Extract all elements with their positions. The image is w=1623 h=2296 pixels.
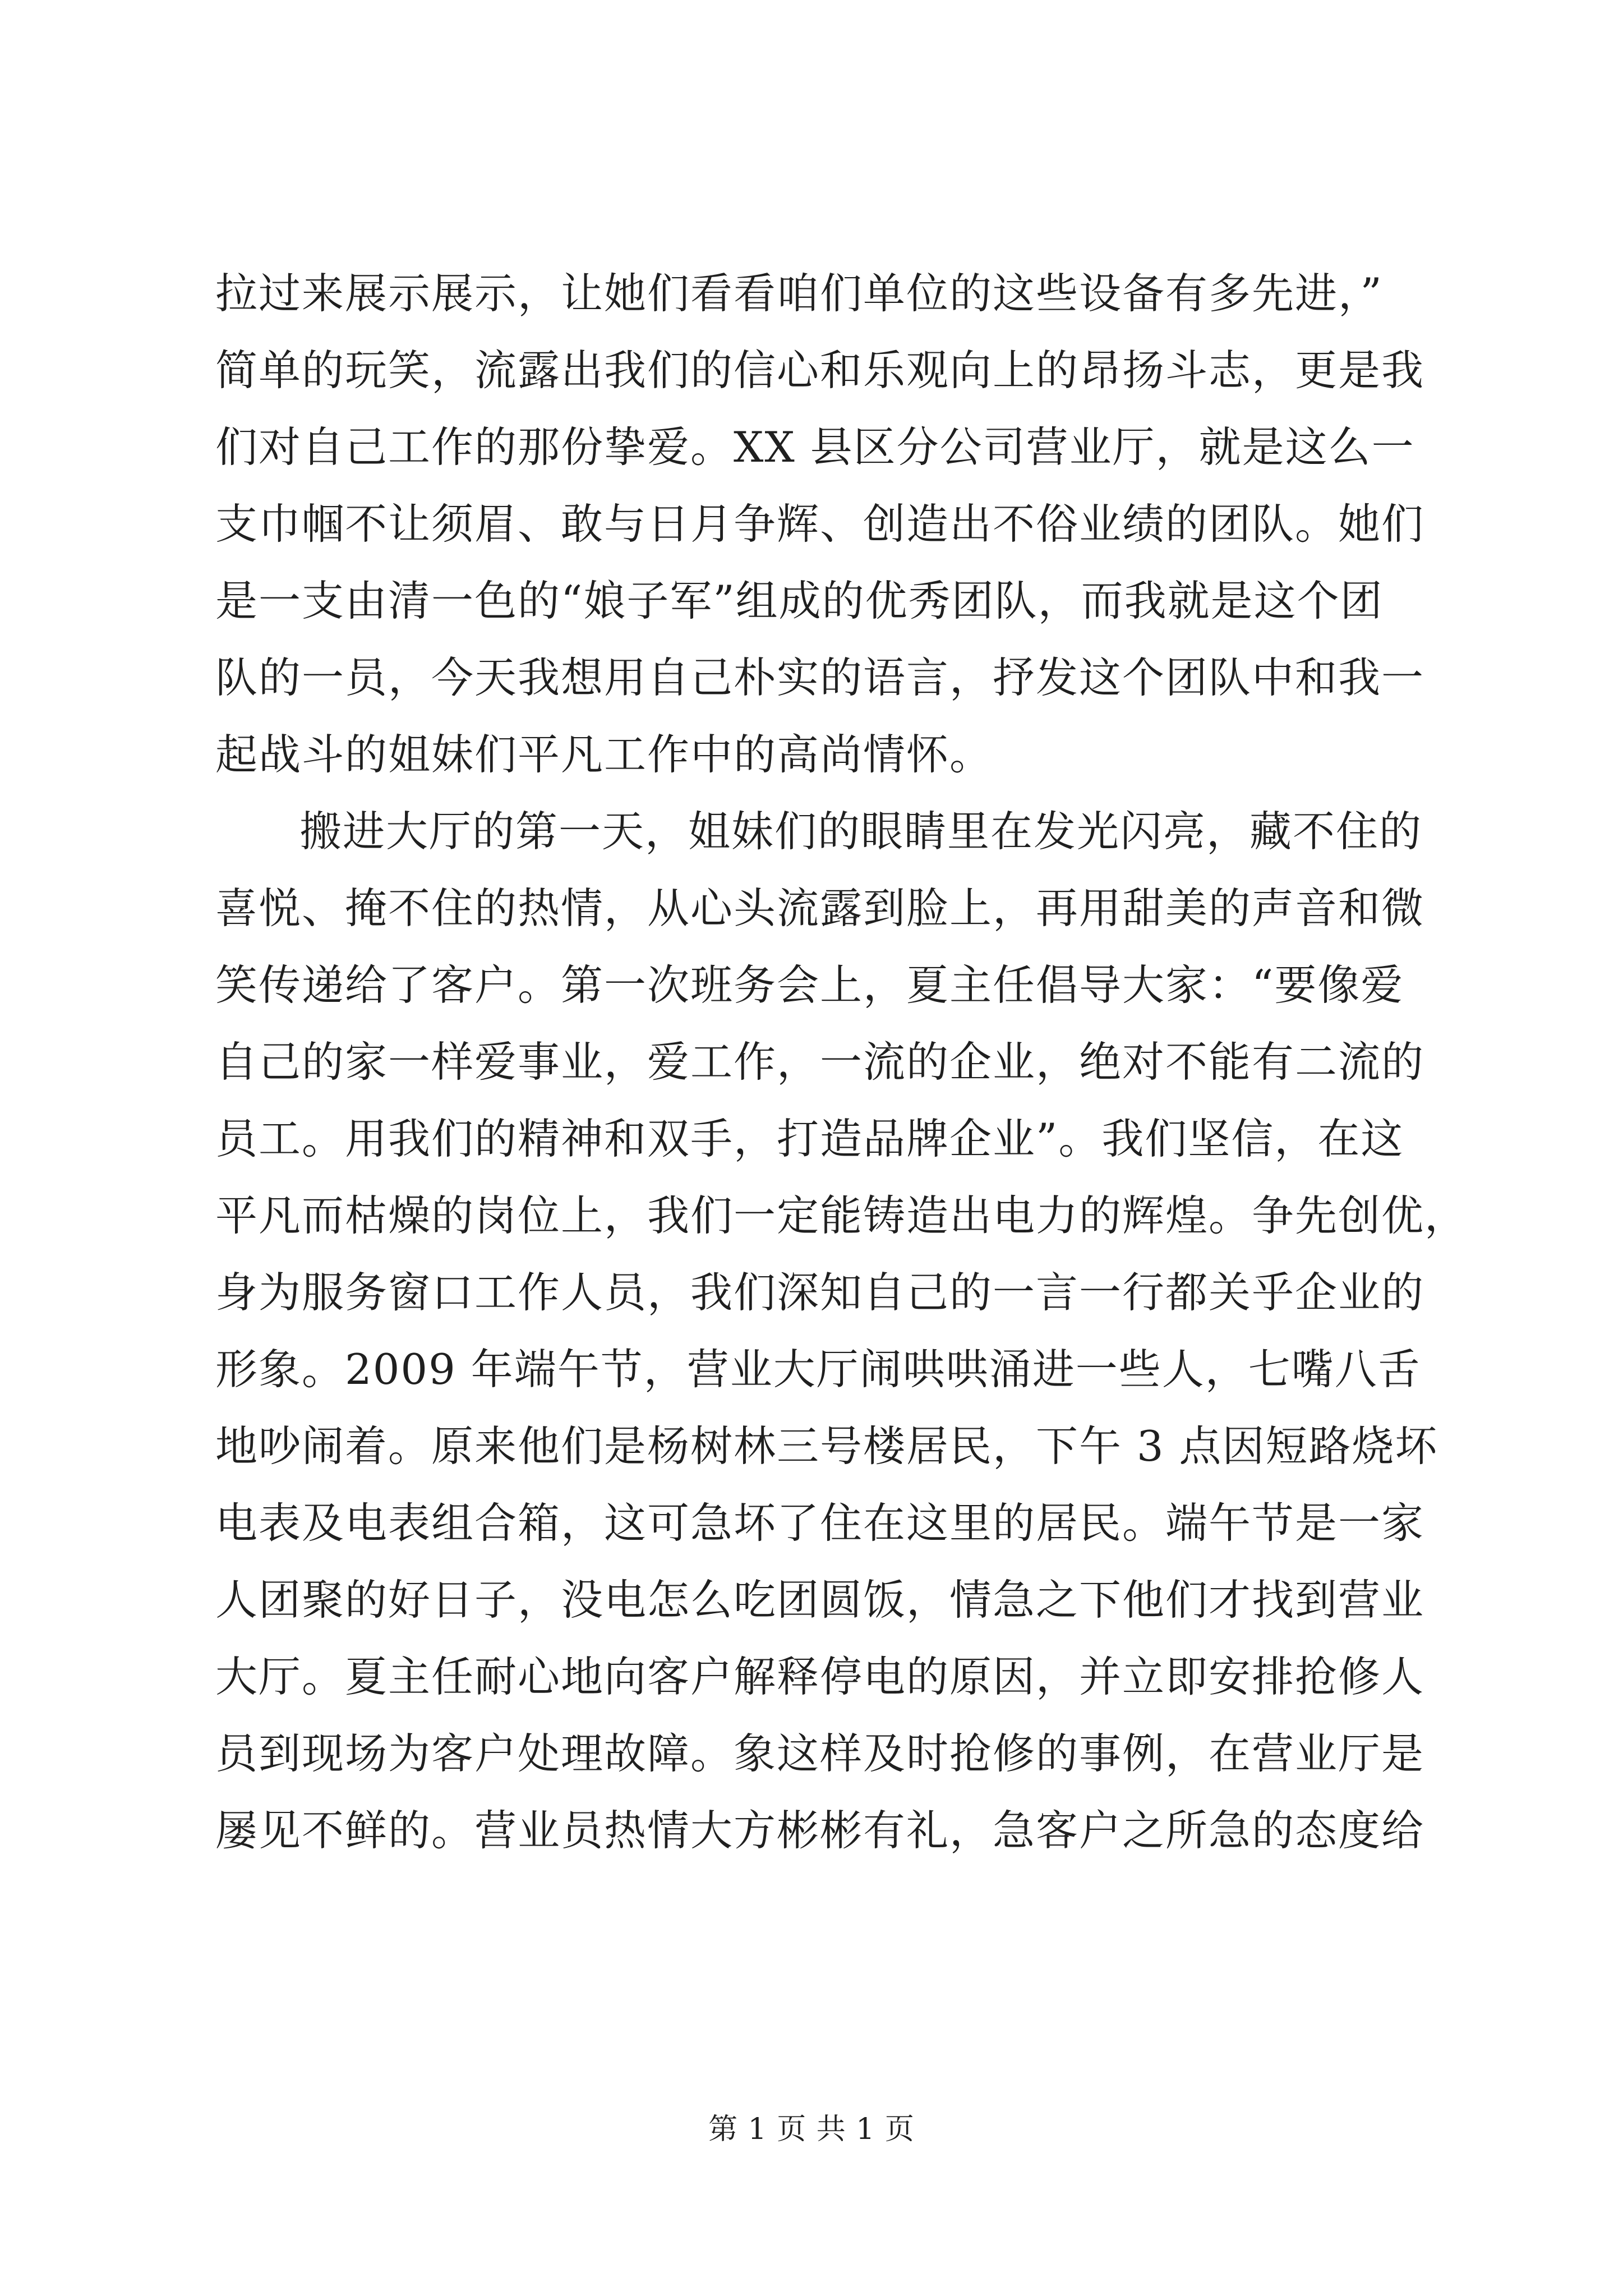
paragraph-2 [215, 793, 1468, 1869]
text-line: 大厅。夏主任耐心地向客户解释停电的原因，并立即安排抢修人 [215, 1652, 1425, 1701]
text-line: 简单的玩笑，流露出我们的信心和乐观向上的昂扬斗志，更是我 [215, 346, 1425, 395]
text-line: 是一支由清一色的“娘子军”组成的优秀团队，而我就是这个团 [215, 576, 1384, 625]
text-line: 平凡而枯燥的岗位上，我们一定能铸造出电力的辉煌。争先创优， [215, 1191, 1468, 1240]
text-line: 起战斗的姐妹们平凡工作中的高尚情怀。 [215, 730, 993, 779]
page-footer: 第 1 页 共 1 页 [708, 2113, 915, 2146]
body-text [215, 255, 1468, 1869]
paragraph-1 [215, 255, 1425, 793]
text-line: 喜悦、掩不住的热情，从心头流露到脸上，再用甜美的声音和微 [215, 884, 1425, 933]
text-line: 们对自己工作的那份挚爱。XX 县区分公司营业厅，就是这么一 [215, 422, 1415, 472]
text-line: 拉过来展示展示，让她们看看咱们单位的这些设备有多先进，” [215, 269, 1383, 318]
text-line: 屡见不鲜的。营业员热情大方彬彬有礼，急客户之所急的态度给 [215, 1806, 1425, 1855]
text-line: 员到现场为客户处理故障。象这样及时抢修的事例，在营业厅是 [215, 1729, 1425, 1778]
text-line: 支巾帼不让须眉、敢与日月争辉、创造出不俗业绩的团队。她们 [215, 499, 1425, 549]
text-line: 电表及电表组合箱，这可急坏了住在这里的居民。端午节是一家 [215, 1498, 1425, 1548]
text-line: 自己的家一样爱事业，爱工作，一流的企业，绝对不能有二流的 [215, 1037, 1425, 1087]
text-line: 地吵闹着。原来他们是杨树林三号楼居民，下午 3 点因短路烧坏 [215, 1421, 1438, 1471]
text-line: 员工。用我们的精神和双手，打造品牌企业”。我们坚信，在这 [215, 1114, 1404, 1163]
text-line: 身为服务窗口工作人员，我们深知自己的一言一行都关乎企业的 [215, 1268, 1425, 1317]
text-line: 队的一员，今天我想用自己朴实的语言，抒发这个团队中和我一 [215, 653, 1425, 702]
text-line: 人团聚的好日子，没电怎么吃团圆饭，情急之下他们才找到营业 [215, 1575, 1425, 1625]
text-line: 形象。2009 年端午节，营业大厅闹哄哄涌进一些人，七嘴八舌 [215, 1345, 1421, 1394]
text-line: 笑传递给了客户。第一次班务会上，夏主任倡导大家：“要像爱 [215, 960, 1404, 1010]
text-line: 搬进大厅的第一天，姐妹们的眼睛里在发光闪亮，藏不住的 [299, 807, 1423, 856]
